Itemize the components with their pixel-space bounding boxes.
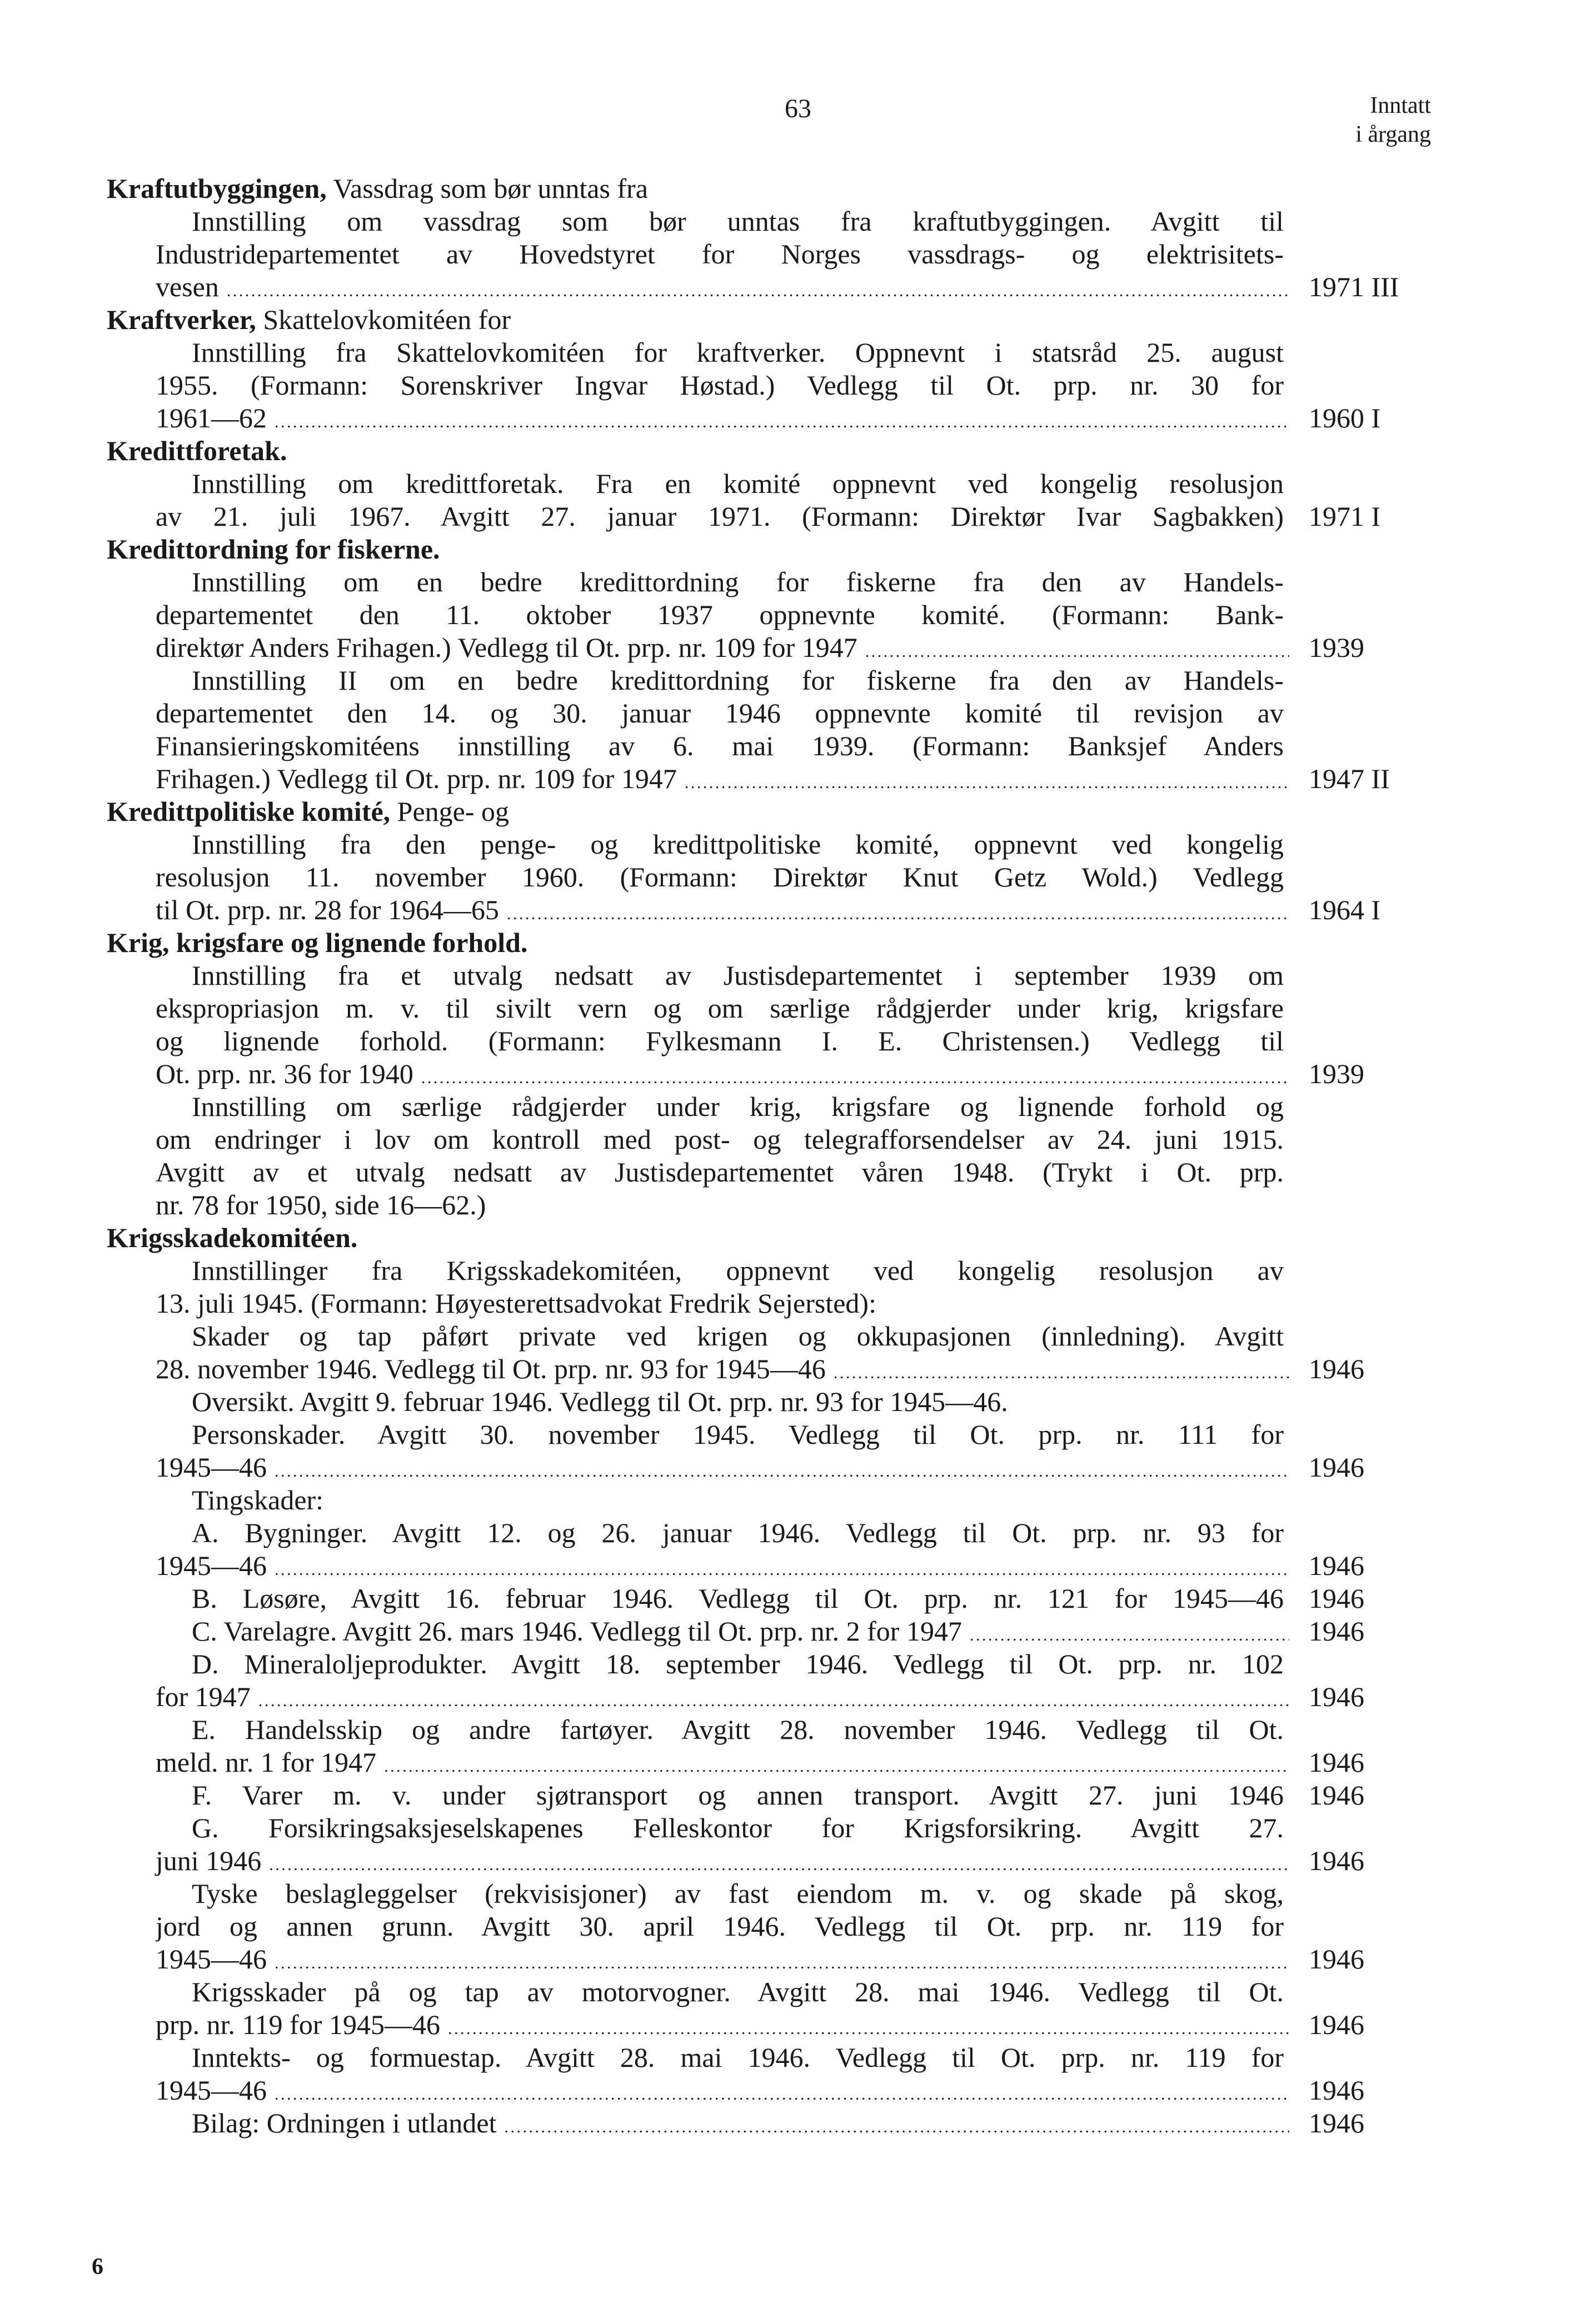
- entry-line: [0, 1189, 1596, 1222]
- entry-text: Personskader. Avgitt 30. november 1945. Vedlegg til Ot. prp. nr. 111 for: [192, 1419, 1284, 1450]
- entry-text: nr. 78 for 1950, side 16—62.): [156, 1189, 486, 1220]
- entry-text: 1955. (Formann: Sorenskriver Ingvar Høstad.) Vedlegg til Ot. prp. nr. 30 for: [156, 370, 1284, 401]
- entry-line: [0, 762, 1596, 795]
- entry-heading-line: [0, 1222, 1596, 1254]
- entry-text: vesen: [156, 271, 219, 302]
- entry-line: [0, 1025, 1596, 1058]
- year-included: 1946: [1309, 1779, 1364, 1811]
- entry-heading-line: [0, 533, 1596, 566]
- footer-number: 6: [92, 2254, 103, 2280]
- entry-line: [0, 402, 1596, 435]
- entry-text: G. Forsikringsaksjeselskapenes Felleskontor for Krigsforsikring. Avgitt 27.: [192, 1812, 1284, 1843]
- dot-leader: [275, 1943, 1289, 1976]
- entry-text: Finansieringskomitéens innstilling av 6. mai 1939. (Formann: Banksjef Anders: [156, 730, 1284, 761]
- entry-line: [0, 1976, 1596, 2008]
- column-header-line-2: i årgang: [1355, 122, 1431, 147]
- entry-line: [0, 467, 1596, 500]
- entry-text: Innstilling om kredittforetak. Fra en komité oppnevnt ved kongelig resolusjon: [192, 468, 1284, 499]
- year-included: 1946: [1309, 2107, 1364, 2138]
- entry-line: [0, 1943, 1596, 1976]
- entry-line: [0, 1451, 1596, 1484]
- year-included: 1946: [1309, 1943, 1364, 1975]
- entry-line: [0, 1713, 1596, 1746]
- dot-leader: [384, 1746, 1289, 1779]
- year-included: 1946: [1309, 1616, 1364, 1647]
- dot-leader: [685, 762, 1289, 795]
- heading-keyword: Krig, krigsfare og lignende forhold.: [107, 927, 528, 958]
- dot-leader: [507, 894, 1289, 926]
- entry-line: [0, 828, 1596, 861]
- entry-line: [0, 238, 1596, 271]
- entry-text: Innstilling om en bedre kredittordning for fiskerne fra den av Handels-: [192, 566, 1284, 597]
- year-included: 1946: [1309, 1353, 1364, 1384]
- entry-text: Innstilling fra den penge- og kredittpolitiske komité, oppnevnt ved kongelig: [192, 829, 1284, 860]
- entry-heading-line: [0, 926, 1596, 959]
- entry-text: Innstillinger fra Krigsskadekomitéen, oppnevnt ved kongelig resolusjon av: [192, 1255, 1284, 1286]
- entry-line: [0, 1910, 1596, 1943]
- entry-text: 13. juli 1945. (Formann: Høyesterettsadvokat Fredrik Sejersted):: [156, 1288, 876, 1319]
- entry-line: [0, 1746, 1596, 1779]
- heading-remainder: Skattelovkomitéen for: [256, 304, 511, 335]
- entry-text: B. Løsøre, Avgitt 16. februar 1946. Vedlegg til Ot. prp. nr. 121 for 1945—46: [192, 1583, 1284, 1614]
- dot-leader: [834, 1353, 1289, 1385]
- entry-line: [0, 1156, 1596, 1189]
- entry-line: [0, 861, 1596, 894]
- entry-line: [0, 500, 1596, 533]
- entry-heading: [107, 1222, 357, 1254]
- entry-text: Ot. prp. nr. 36 for 1940: [156, 1058, 413, 1089]
- entry-line: [0, 2008, 1596, 2041]
- entry-line: [0, 2041, 1596, 2074]
- entry-line: [0, 2107, 1596, 2140]
- year-included: 1946: [1309, 1452, 1364, 1483]
- entry-text: jord og annen grunn. Avgitt 30. april 1946. Vedlegg til Ot. prp. nr. 119 for: [156, 1911, 1284, 1942]
- heading-keyword: Kredittforetak.: [107, 435, 287, 466]
- entry-text: E. Handelsskip og andre fartøyer. Avgitt 28. november 1946. Vedlegg til Ot.: [192, 1714, 1284, 1745]
- dot-leader: [505, 2107, 1289, 2140]
- dot-leader: [448, 2008, 1289, 2041]
- entry-text: juni 1946: [156, 1845, 262, 1876]
- year-included: 1946: [1309, 1845, 1364, 1876]
- entry-text: departementet den 11. oktober 1937 oppnevnte komité. (Formann: Bank-: [156, 599, 1284, 630]
- entry-text: Innstilling fra Skattelovkomitéen for kraftverker. Oppnevnt i statsråd 25. august: [192, 337, 1284, 368]
- entry-line: [0, 730, 1596, 762]
- year-included: 1939: [1309, 632, 1364, 663]
- entry-line: [0, 1779, 1596, 1812]
- entry-text: Tingskader:: [192, 1484, 324, 1516]
- heading-remainder: Vassdrag som bør unntas fra: [326, 173, 649, 204]
- entry-heading: [107, 795, 509, 828]
- entry-line: [0, 1090, 1596, 1123]
- entry-text: Frihagen.) Vedlegg til Ot. prp. nr. 109 for 1947: [156, 763, 677, 794]
- entry-line: [0, 959, 1596, 992]
- entry-line: [0, 566, 1596, 599]
- entry-line: [0, 1353, 1596, 1385]
- entry-text: Inntekts- og formuestap. Avgitt 28. mai 1946. Vedlegg til Ot. prp. nr. 119 for: [192, 2042, 1284, 2073]
- entry-line: [0, 992, 1596, 1025]
- entry-line: [0, 664, 1596, 697]
- year-included: 1939: [1309, 1058, 1364, 1089]
- dot-leader: [275, 402, 1289, 435]
- entry-text: ekspropriasjon m. v. til sivilt vern og om særlige rådgjerder under krig, krigsfare: [156, 993, 1284, 1024]
- entry-line: [0, 205, 1596, 238]
- entry-text: 1945—46: [156, 1550, 267, 1581]
- entry-line: [0, 697, 1596, 730]
- entry-line: [0, 271, 1596, 303]
- entry-text: meld. nr. 1 for 1947: [156, 1747, 377, 1778]
- dot-leader: [275, 1549, 1289, 1582]
- entry-text: 28. november 1946. Vedlegg til Ot. prp. nr. 93 for 1945—46: [156, 1353, 826, 1384]
- entry-heading-line: [0, 435, 1596, 467]
- year-included: 1947 II: [1309, 763, 1390, 794]
- heading-remainder: Penge- og: [390, 796, 509, 827]
- year-included: 1946: [1309, 1583, 1364, 1614]
- entry-text: Oversikt. Avgitt 9. februar 1946. Vedlegg til Ot. prp. nr. 93 for 1945—46.: [192, 1386, 1008, 1417]
- entry-text: Bilag: Ordningen i utlandet: [192, 2107, 497, 2138]
- entry-line: [0, 1845, 1596, 1877]
- entry-heading: [107, 172, 648, 205]
- entry-text: resolusjon 11. november 1960. (Formann: Direktør Knut Getz Wold.) Vedlegg: [156, 861, 1284, 893]
- entry-line: [0, 336, 1596, 369]
- dot-leader: [275, 1451, 1289, 1484]
- entry-heading: [107, 926, 527, 959]
- page-number: 63: [785, 94, 811, 123]
- entry-text: D. Mineraloljeprodukter. Avgitt 18. september 1946. Vedlegg til Ot. prp. nr. 102: [192, 1648, 1284, 1679]
- entry-line: [0, 1123, 1596, 1156]
- year-included: 1946: [1309, 2075, 1364, 2106]
- entry-heading: [107, 435, 287, 467]
- entry-text: av 21. juli 1967. Avgitt 27. januar 1971. (Formann: Direktør Ivar Sagbakken): [156, 501, 1284, 532]
- entry-line: [0, 1287, 1596, 1320]
- year-included: 1964 I: [1309, 894, 1381, 925]
- dot-leader: [275, 2074, 1289, 2107]
- entry-line: [0, 1320, 1596, 1353]
- year-included: 1946: [1309, 2009, 1364, 2040]
- year-included: 1946: [1309, 1550, 1364, 1581]
- entry-heading-line: [0, 303, 1596, 336]
- heading-keyword: Krigsskadekomitéen.: [107, 1222, 358, 1253]
- entry-line: [0, 894, 1596, 926]
- heading-keyword: Kraftverker,: [107, 304, 256, 335]
- entry-line: [0, 1385, 1596, 1418]
- entry-heading: [107, 533, 440, 566]
- year-included: 1960 I: [1309, 402, 1381, 433]
- entry-text: Innstilling om vassdrag som bør unntas fra kraftutbyggingen. Avgitt til: [192, 206, 1284, 237]
- dot-leader: [421, 1058, 1289, 1090]
- entry-heading-line: [0, 172, 1596, 205]
- entry-text: Industridepartementet av Hovedstyret for Norges vassdrags- og elektrisitets-: [156, 238, 1284, 270]
- column-header: [1309, 91, 1431, 149]
- entry-text: om endringer i lov om kontroll med post- og telegrafforsendelser av 24. juni 1915.: [156, 1124, 1284, 1155]
- entry-line: [0, 1681, 1596, 1713]
- entry-text: for 1947: [156, 1681, 251, 1712]
- entry-line: [0, 1254, 1596, 1287]
- entry-line: [0, 1582, 1596, 1615]
- entry-line: [0, 1877, 1596, 1910]
- dot-leader: [970, 1615, 1289, 1648]
- year-included: 1946: [1309, 1681, 1364, 1712]
- entry-line: [0, 1484, 1596, 1517]
- entry-text: 1945—46: [156, 2075, 267, 2106]
- year-included: 1946: [1309, 1747, 1364, 1778]
- entry-text: Krigsskader på og tap av motorvogner. Avgitt 28. mai 1946. Vedlegg til Ot.: [192, 1976, 1284, 2007]
- entry-line: [0, 631, 1596, 664]
- entry-text: 1945—46: [156, 1943, 267, 1975]
- entry-text: Innstilling II om en bedre kredittordning for fiskerne fra den av Handels-: [192, 665, 1284, 696]
- entry-text: A. Bygninger. Avgitt 12. og 26. januar 1946. Vedlegg til Ot. prp. nr. 93 for: [192, 1517, 1284, 1548]
- entry-line: [0, 2074, 1596, 2107]
- entry-text: 1961—62: [156, 402, 267, 433]
- entry-text: Tyske beslagleggelser (rekvisisjoner) av fast eiendom m. v. og skade på skog,: [192, 1878, 1284, 1909]
- entry-text: til Ot. prp. nr. 28 for 1964—65: [156, 894, 500, 925]
- entry-text: prp. nr. 119 for 1945—46: [156, 2009, 440, 2040]
- entry-line: [0, 369, 1596, 402]
- dot-leader: [258, 1681, 1289, 1713]
- entry-text: departementet den 14. og 30. januar 1946 oppnevnte komité til revisjon av: [156, 697, 1284, 729]
- heading-keyword: Kredittpolitiske komité,: [107, 796, 391, 827]
- dot-leader: [269, 1845, 1289, 1877]
- year-included: 1971 I: [1309, 501, 1381, 532]
- entry-text: F. Varer m. v. under sjøtransport og annen transport. Avgitt 27. juni 1946: [192, 1779, 1284, 1811]
- entry-line: [0, 599, 1596, 631]
- entry-text: 1945—46: [156, 1452, 267, 1483]
- dot-leader: [227, 271, 1289, 303]
- year-included: 1971 III: [1309, 271, 1399, 302]
- entry-heading: [107, 303, 511, 336]
- entry-line: [0, 1648, 1596, 1681]
- index-entries: [0, 172, 1596, 2140]
- entry-line: [0, 1058, 1596, 1090]
- entry-text: direktør Anders Frihagen.) Vedlegg til Ot. prp. nr. 109 for 1947: [156, 632, 857, 663]
- dot-leader: [865, 631, 1289, 664]
- entry-line: [0, 1549, 1596, 1582]
- entry-text: Innstilling om særlige rådgjerder under krig, krigsfare og lignende forhold og: [192, 1091, 1284, 1122]
- entry-text: Innstilling fra et utvalg nedsatt av Justisdepartementet i september 1939 om: [192, 960, 1284, 991]
- heading-keyword: Kredittordning for fiskerne.: [107, 534, 440, 565]
- entry-text: C. Varelagre. Avgitt 26. mars 1946. Vedlegg til Ot. prp. nr. 2 for 1947: [192, 1616, 962, 1647]
- entry-line: [0, 1812, 1596, 1845]
- entry-text: Avgitt av et utvalg nedsatt av Justisdepartementet våren 1948. (Trykt i Ot. prp.: [156, 1157, 1284, 1188]
- entry-line: [0, 1418, 1596, 1451]
- entry-line: [0, 1615, 1596, 1648]
- heading-keyword: Kraftutbyggingen,: [107, 173, 327, 204]
- entry-line: [0, 1517, 1596, 1549]
- column-header-line-1: Inntatt: [1370, 93, 1431, 118]
- entry-text: Skader og tap påført private ved krigen og okkupasjonen (innledning). Avgitt: [192, 1320, 1284, 1352]
- entry-heading-line: [0, 795, 1596, 828]
- entry-text: og lignende forhold. (Formann: Fylkesmann I. E. Christensen.) Vedlegg til: [156, 1025, 1284, 1056]
